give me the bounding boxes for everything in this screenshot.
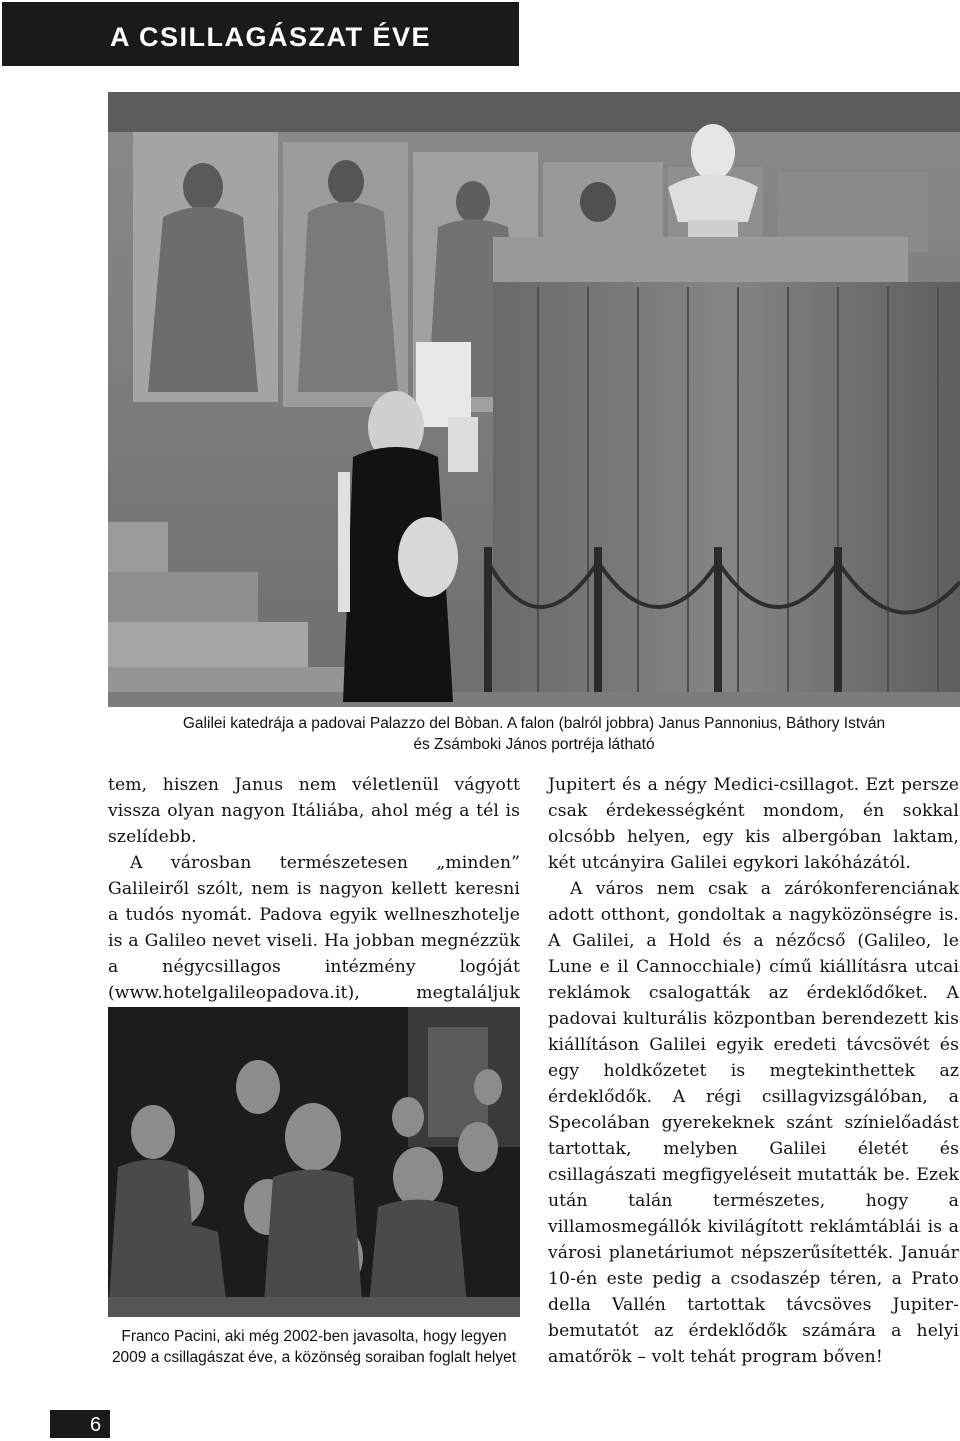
right-paragraph-2: A város nem csak a zárókonferenciának adott otthont, gondoltak a nagyközönségre is. A Galilei, a Hold és a nézőcső (Galileo, le Lune e il Cannocchiale) című kiállításra utcai reklámok csalogatták az érdeklődőket. A padovai kulturális központban berendezett kis kiállításon Galilei egyik eredeti távcsövét és egy holdkőzetet is megtekinthettek az érdeklődők. A régi csillagvizsgálóban, a Specolában gyerekeknek szánt színielőadást tartottak, melyben Galilei életét és csillagászati megfigyeléseit mutatták be. Ezek után talán természetes, hogy a villamosmegállók kivilágított reklámtáblái is a városi planetáriumot népszerűsítették. Január 10-én este pedig a csodaszép téren, a Prato della Vallén tartottak távcsöves Jupiter-bemutatót az érdeklődők számára a helyi amatőrök – volt tehát program bőven! [548,879,959,1367]
top-photo-caption [108,713,960,755]
section-title: A CSILLAGÁSZAT ÉVE [110,22,432,52]
right-paragraph-1: Jupitert és a négy Medici-csillagot. Ezt persze csak érdekességként mondom, én sokkal olcsóbb helyen, egy kis albergóban laktam, két utcányira Galilei egykori lakóházától. [548,775,959,873]
page-number: 6 [90,1414,102,1436]
bottom-caption-line-1: Franco Pacini, aki még 2002-ben javasolta, hogy legyen [121,1328,507,1345]
top-caption-line-1: Galilei katedrája a padovai Palazzo del Bòban. A falon (balról jobbra) Janus Pannonius, Báthory István [182,715,886,732]
bottom-photo-caption [108,1326,520,1368]
left-paragraph-1: tem, hiszen Janus nem véletlenül vágyott vissza olyan nagyon Itáliába, ahol még a tél is szelídebb. [108,775,520,847]
bottom-caption-line-2: 2009 a csillagászat éve, a közönség soraiban foglalt helyet [111,1349,517,1366]
left-paragraph-2: A városban természetesen „minden” Galileiről szólt, nem is nagyon kellett keresni a tudós nyomát. Padova egyik wellneszhotelje is a Galileo nevet viseli. Ha jobban megnézzük a négycsillagos intézmény logóját (www.hotelgalileopadova.it), megtaláljuk [108,853,520,1003]
left-text-column [108,772,520,1032]
galilei-cathedra-photo [108,92,960,707]
franco-pacini-audience-photo [108,1007,520,1317]
right-text-column [548,772,959,1370]
top-caption-line-2: és Zsámboki János portréja látható [413,736,655,753]
